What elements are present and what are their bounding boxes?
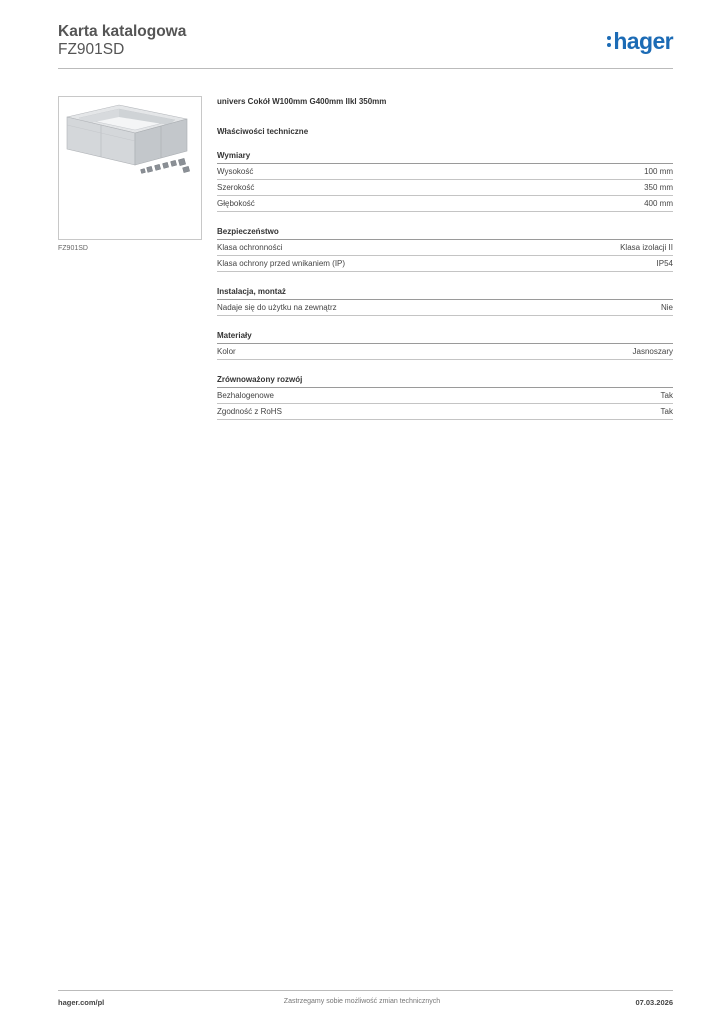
row-label: Szerokość	[217, 183, 255, 192]
row-value: 400 mm	[644, 199, 673, 208]
group-sustainability	[217, 374, 673, 420]
row-value: Tak	[660, 407, 673, 416]
footer-date: 07.03.2026	[635, 998, 673, 1007]
table-row	[217, 196, 673, 212]
row-label: Klasa ochrony przed wnikaniem (IP)	[217, 259, 346, 268]
row-label: Wysokość	[217, 167, 254, 176]
group-safety	[217, 226, 673, 272]
row-label: Nadaje się do użytku na zewnątrz	[217, 303, 337, 312]
row-value: Jasnoszary	[632, 347, 673, 356]
group-materials	[217, 330, 673, 360]
group-title: Zrównoważony rozwój	[217, 374, 673, 388]
table-row	[217, 344, 673, 360]
group-title: Wymiary	[217, 150, 673, 164]
logo-dots-icon	[607, 36, 611, 47]
row-value: 350 mm	[644, 183, 673, 192]
product-code: FZ901SD	[58, 41, 125, 58]
footer-website-link[interactable]: hager.com/pl	[58, 998, 105, 1007]
row-value: Tak	[660, 391, 673, 400]
document-header	[58, 20, 673, 70]
group-title: Instalacja, montaż	[217, 286, 673, 300]
table-row	[217, 404, 673, 420]
footer-disclaimer: Zastrzegamy sobie możliwość zmian technicznych	[283, 998, 441, 1005]
table-row	[217, 180, 673, 196]
product-details	[217, 96, 673, 420]
table-row	[217, 388, 673, 404]
header-divider	[58, 68, 673, 69]
table-row	[217, 240, 673, 256]
row-value: Nie	[660, 303, 673, 312]
row-value: 100 mm	[644, 167, 673, 176]
hager-logo	[607, 29, 673, 53]
footer-divider	[58, 990, 673, 991]
document-title: Karta katalogowa	[58, 23, 187, 40]
product-name: univers Cokół W100mm G400mm llkl 350mm	[217, 97, 387, 106]
row-label: Bezhalogenowe	[217, 391, 274, 400]
row-label: Klasa ochronności	[217, 243, 283, 252]
technical-properties-heading: Właściwości techniczne	[217, 127, 309, 136]
plinth-illustration-icon	[59, 97, 201, 239]
logo-text: hager	[613, 28, 673, 54]
group-title: Bezpieczeństwo	[217, 226, 673, 240]
table-row	[217, 164, 673, 180]
table-row	[217, 300, 673, 316]
product-image	[58, 96, 202, 240]
image-caption: FZ901SD	[58, 245, 88, 252]
group-title: Materiały	[217, 330, 673, 344]
group-installation	[217, 286, 673, 316]
row-label: Głębokość	[217, 199, 255, 208]
row-value: IP54	[656, 259, 673, 268]
row-value: Klasa izolacji II	[620, 243, 673, 252]
row-label: Zgodność z RoHS	[217, 407, 282, 416]
table-row	[217, 256, 673, 272]
group-dimensions	[217, 150, 673, 212]
row-label: Kolor	[217, 347, 236, 356]
